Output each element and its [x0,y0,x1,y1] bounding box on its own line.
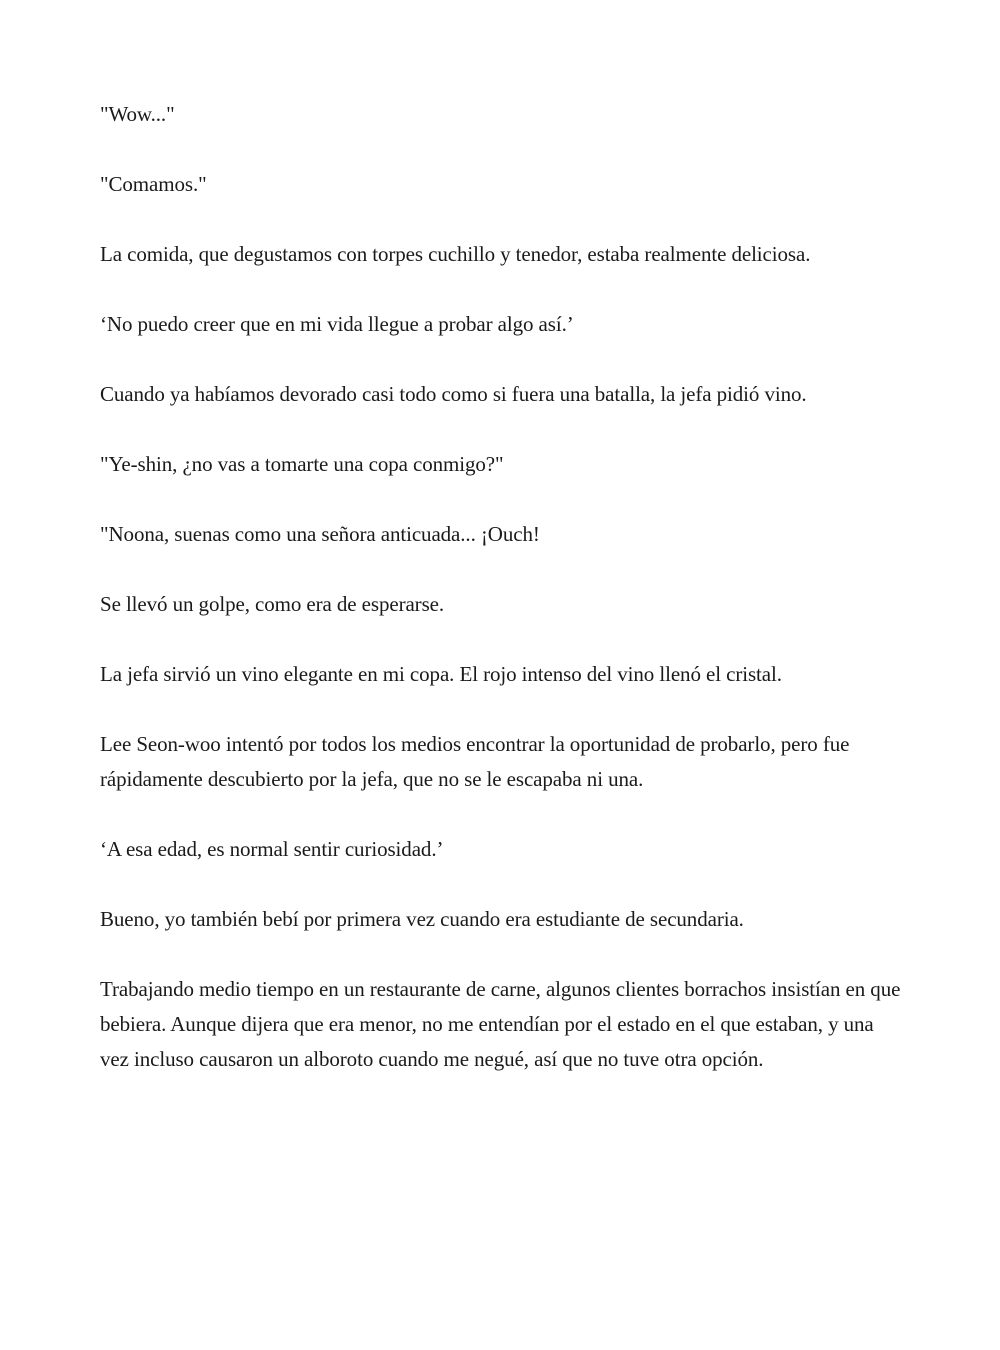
paragraph-thought: ‘A esa edad, es normal sentir curiosidad.’ [100,837,444,861]
paragraph-thought: ‘No puedo creer que en mi vida llegue a probar algo así.’ [100,312,574,336]
paragraph-narration: Se llevó un golpe, como era de esperarse. [100,592,445,616]
paragraph-narration: Trabajando medio tiempo en un restaurante de carne, algunos clientes borrachos insistían en que bebiera. Aunque dijera que era menor, no me entendían por el estado en el que estaban, y una vez incluso causaron un alboroto cuando me negué, así que no tuve otra opción. [100,977,901,1071]
paragraph-narration: Bueno, yo también bebí por primera vez cuando era estudiante de secundaria. [100,907,744,931]
paragraph-dialogue-comamos: "Comamos." [100,172,207,196]
paragraph-narration: La comida, que degustamos con torpes cuchillo y tenedor, estaba realmente deliciosa. [100,242,811,266]
paragraph-dialogue: "Noona, suenas como una señora anticuada... ¡Ouch! [100,522,540,546]
document-body [100,97,906,1112]
paragraph-narration: Cuando ya habíamos devorado casi todo como si fuera una batalla, la jefa pidió vino. [100,382,807,406]
paragraph-narration: Lee Seon-woo intentó por todos los medios encontrar la oportunidad de probarlo, pero fue rápidamente descubierto por la jefa, que no se le escapaba ni una. [100,732,850,791]
paragraph-dialogue: "Ye-shin, ¿no vas a tomarte una copa conmigo?" [100,452,504,476]
paragraph-narration: La jefa sirvió un vino elegante en mi copa. El rojo intenso del vino llenó el cristal. [100,662,782,686]
paragraph-dialogue-wow: "Wow..." [100,102,175,126]
